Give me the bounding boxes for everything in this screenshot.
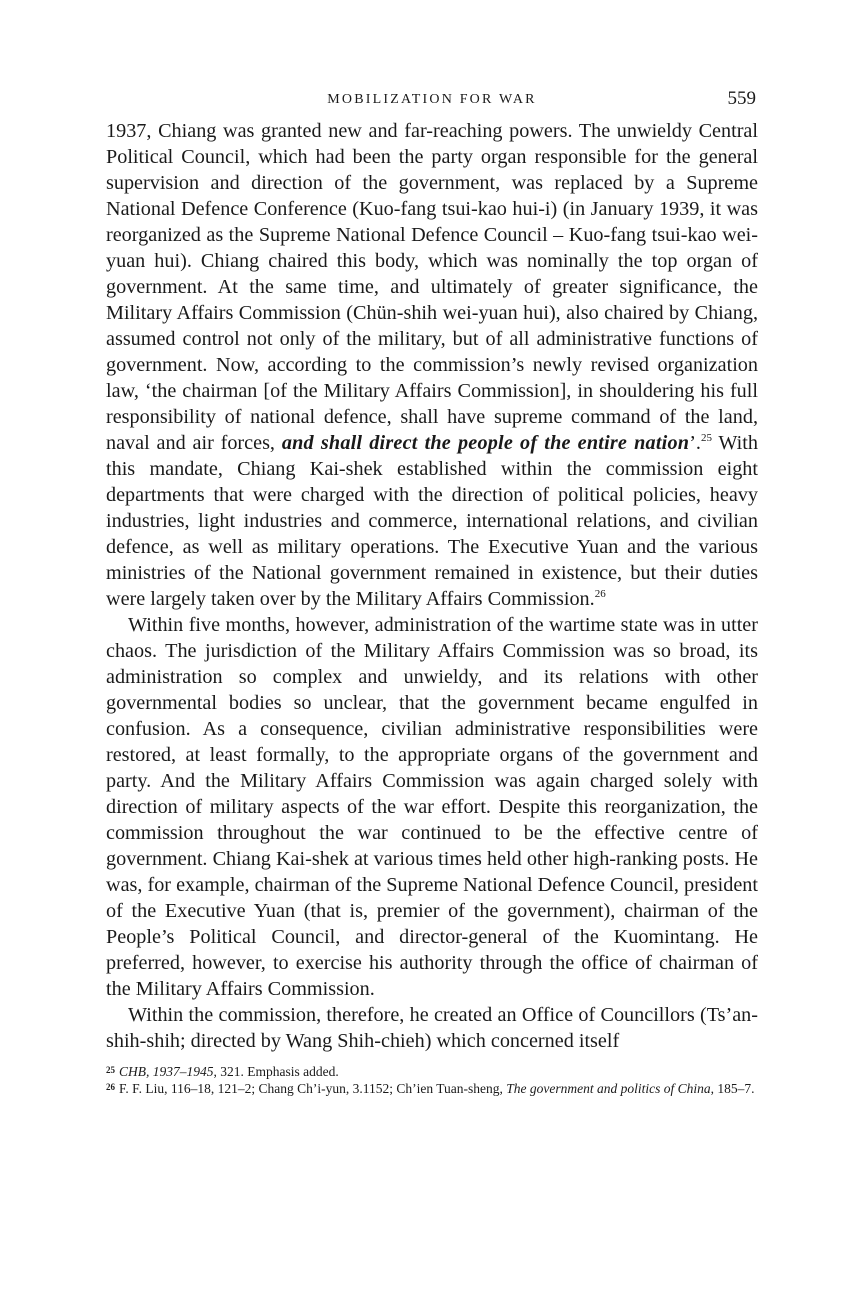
footnote-26 [106, 1081, 758, 1097]
body-text [106, 118, 758, 1054]
paragraph-1-text-b: ’. [689, 432, 701, 454]
footnote-ref-25: 25 [700, 432, 712, 444]
paragraph-2: Within five months, however, administration of the wartime state was in utter chaos. The jurisdiction of the Military Affairs Commission was so broad, its administration so complex and unwieldy, and its relations with other governmental bodies so unclear, that the government became engulfed in confusion. As a consequence, civilian administrative responsibilities were restored, at least formally, to the appropriate organs of the government and party. And the Military Affairs Commission was again charged solely with direction of military aspects of the war effort. Despite this reorganization, the commission throughout the war continued to be the effective centre of government. Chiang Kai-shek at various times held other high-ranking posts. He was, for example, chairman of the Supreme National Defence Council, president of the Executive Yuan (that is, premier of the government), chairman of the People’s Political Council, and director-general of the Kuomintang. He preferred, however, to exercise his authority through the office of chairman of the Military Affairs Commission. [106, 614, 758, 1000]
paragraph-1-text-a: 1937, Chiang was granted new and far-reaching powers. The unwieldy Central Political Council, which had been the party organ responsible for the general supervision and direction of the government, was replaced by a Supreme National Defence Conference (Kuo-fang tsui-kao hui-i) (in January 1939, it was reorganized as the Supreme National Defence Council – Kuo-fang tsui-kao wei-yuan hui). Chiang chaired this body, which was nominally the top organ of government. At the same time, and ultimately of greater significance, the Military Affairs Commission (Chün-shih wei-yuan hui), also chaired by Chiang, assumed control not only of the military, but of all administrative functions of government. Now, according to the commission’s newly revised organization law, ‘the chairman [of the Military Affairs Commission], in shouldering his full responsibility of national defence, shall have supreme command of the land, naval and air forces, [106, 120, 758, 454]
footnote-ref-26: 26 [594, 588, 606, 600]
footnote-title: CHB, 1937–1945 [119, 1064, 214, 1079]
footnotes [106, 1064, 758, 1097]
paragraph-3: Within the commission, therefore, he created an Office of Councillors (Ts’an-shih-shih; directed by Wang Shih-chieh) which concerned itself [106, 1004, 758, 1052]
running-title: MOBILIZATION FOR WAR [327, 92, 537, 107]
running-head [106, 88, 758, 114]
footnote-mark: 26 [106, 1082, 115, 1092]
footnote-25 [106, 1064, 758, 1080]
footnote-lead: F. F. Liu, 116–18, 121–2; Chang Ch’i-yun, 3.1152; Ch’ien Tuan-sheng, [119, 1081, 507, 1096]
emphasized-quote: and shall direct the people of the entire nation [281, 432, 690, 454]
footnote-text [119, 1064, 758, 1080]
footnote-title: The government and politics of China [506, 1081, 711, 1096]
footnote-text [119, 1081, 758, 1097]
footnote-rest: , 321. Emphasis added. [213, 1064, 339, 1079]
footnote-mark: 25 [106, 1065, 115, 1075]
book-page [106, 88, 758, 1098]
page-number: 559 [727, 88, 756, 109]
paragraph-1 [106, 118, 758, 612]
paragraph-1-text-c: With this mandate, Chiang Kai-shek established within the commission eight departments that were charged with the direction of political policies, heavy industries, light industries and commerce, international relations, and civilian defence, as well as military operations. The Executive Yuan and the various ministries of the National government remained in existence, but their duties were largely taken over by the Military Affairs Commission. [106, 432, 758, 610]
footnote-rest: , 185–7. [710, 1081, 755, 1096]
